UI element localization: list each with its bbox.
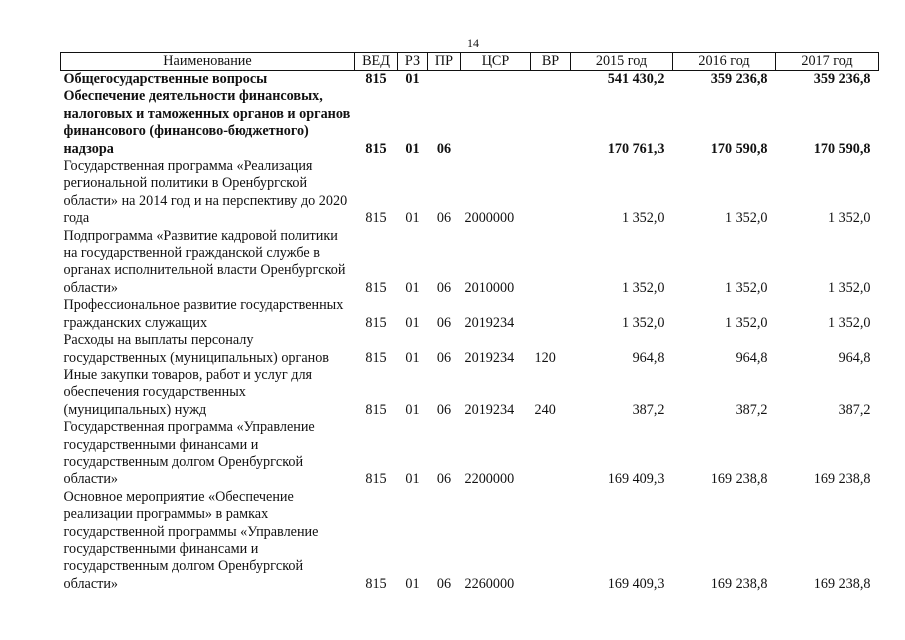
row-2016: 170 590,8: [710, 140, 768, 157]
row-2017: 964,8: [838, 349, 871, 366]
row-pr: 06: [436, 210, 452, 227]
header-csr: ЦСР: [461, 53, 531, 71]
row-2016: 1 352,0: [724, 279, 768, 296]
row-ved: 815: [365, 401, 387, 418]
row-2015: 170 761,3: [607, 140, 665, 157]
row-2017: 169 238,8: [813, 575, 871, 592]
row-ved: 815: [365, 71, 387, 87]
row-pr: 06: [436, 471, 452, 488]
row-pr: 06: [436, 401, 452, 418]
row-rz: 01: [405, 575, 420, 592]
row-rz: 01: [405, 210, 420, 227]
row-2017: 1 352,0: [827, 210, 871, 227]
row-name: Расходы на выплаты персоналу государственных (муниципальных) органов: [63, 332, 330, 366]
table-row: [61, 71, 879, 89]
row-csr: 2019234: [464, 314, 515, 331]
header-row: [61, 53, 879, 71]
row-2015: 169 409,3: [607, 471, 665, 488]
header-ved: ВЕД: [355, 53, 398, 71]
row-pr: 06: [436, 349, 452, 366]
row-csr: 2019234: [464, 401, 515, 418]
header-2017: 2017 год: [776, 53, 879, 71]
row-2016: 1 352,0: [724, 314, 768, 331]
row-vr: [531, 228, 571, 298]
row-ved: 815: [365, 140, 387, 157]
budget-table: [60, 52, 879, 593]
table-row: [61, 489, 879, 593]
row-vr: 240: [534, 401, 556, 418]
table-row: [61, 297, 879, 332]
table-row: [61, 88, 879, 158]
row-name: Государственная программа «Реализация региональной политики в Оренбургской области» на 2014 год и на перспективу до 2020 года: [63, 158, 348, 227]
row-pr: 06: [436, 140, 452, 157]
header-2016: 2016 год: [673, 53, 776, 71]
table-body: [61, 71, 879, 594]
row-vr: [531, 489, 571, 593]
row-2015: 964,8: [632, 349, 665, 366]
row-rz: 01: [405, 349, 420, 366]
row-ved: 815: [365, 210, 387, 227]
row-2017: 359 236,8: [813, 71, 871, 87]
row-2016: 359 236,8: [710, 71, 768, 87]
row-2017: 169 238,8: [813, 471, 871, 488]
row-2016: 169 238,8: [710, 575, 768, 592]
row-rz: 01: [405, 71, 420, 87]
header-2015: 2015 год: [571, 53, 673, 71]
table-row: [61, 367, 879, 419]
row-ved: 815: [365, 575, 387, 592]
row-csr: 2019234: [464, 349, 515, 366]
header-rz: РЗ: [398, 53, 428, 71]
row-name: Общегосударственные вопросы: [63, 71, 268, 87]
row-pr: 06: [436, 575, 452, 592]
row-2016: 169 238,8: [710, 471, 768, 488]
header-name: Наименование: [61, 53, 355, 71]
row-2016: 387,2: [735, 401, 768, 418]
row-2017: 1 352,0: [827, 314, 871, 331]
row-rz: 01: [405, 314, 420, 331]
row-vr: [531, 71, 571, 89]
table-row: [61, 158, 879, 228]
row-pr: 06: [436, 279, 452, 296]
row-name: Подпрограмма «Развитие кадровой политики на государственной гражданской службе в органах исполнительной власти Оренбургской области»: [63, 227, 346, 296]
row-ved: 815: [365, 314, 387, 331]
row-2016: 964,8: [735, 349, 768, 366]
row-2015: 387,2: [632, 401, 665, 418]
row-rz: 01: [405, 279, 420, 296]
row-vr: [531, 297, 571, 332]
table-row: [61, 228, 879, 298]
table-row: [61, 332, 879, 367]
row-ved: 815: [365, 349, 387, 366]
row-2016: 1 352,0: [724, 210, 768, 227]
row-ved: 815: [365, 279, 387, 296]
row-csr: 2200000: [464, 471, 515, 488]
table-header: [61, 53, 879, 71]
row-2015: 1 352,0: [621, 314, 665, 331]
page-number: 14: [467, 36, 479, 50]
row-rz: 01: [405, 140, 420, 157]
row-name: Иные закупки товаров, работ и услуг для обеспечения государственных (муниципальных) нужд: [63, 366, 313, 418]
row-name: Профессиональное развитие государственных гражданских служащих: [63, 297, 344, 331]
table-row: [61, 419, 879, 489]
row-rz: 01: [405, 471, 420, 488]
row-csr: [461, 71, 531, 89]
row-name: Государственная программа «Управление государственными финансами и государственным долгом Оренбургской области»: [63, 419, 315, 488]
row-vr: [531, 419, 571, 489]
header-vr: ВР: [531, 53, 571, 71]
row-2017: 387,2: [838, 401, 871, 418]
row-2015: 541 430,2: [607, 71, 665, 87]
row-name: Основное мероприятие «Обеспечение реализации программы» в рамках государственной программы «Управление государственными финансами и государственным долгом Оренбургской области»: [63, 488, 319, 592]
row-2017: 170 590,8: [813, 140, 871, 157]
header-pr: ПР: [428, 53, 461, 71]
row-ved: 815: [365, 471, 387, 488]
row-2015: 1 352,0: [621, 210, 665, 227]
row-csr: [461, 88, 531, 158]
row-2015: 1 352,0: [621, 279, 665, 296]
row-2017: 1 352,0: [827, 279, 871, 296]
row-name: Обеспечение деятельности финансовых, налоговых и таможенных органов и органов финансового (финансово-бюджетного) надзора: [63, 88, 351, 157]
row-csr: 2010000: [464, 279, 515, 296]
row-rz: 01: [405, 401, 420, 418]
row-vr: [531, 88, 571, 158]
row-pr: [428, 71, 461, 89]
row-csr: 2260000: [464, 575, 515, 592]
row-pr: 06: [436, 314, 452, 331]
row-csr: 2000000: [464, 210, 515, 227]
row-2015: 169 409,3: [607, 575, 665, 592]
row-vr: 120: [534, 349, 556, 366]
row-vr: [531, 158, 571, 228]
